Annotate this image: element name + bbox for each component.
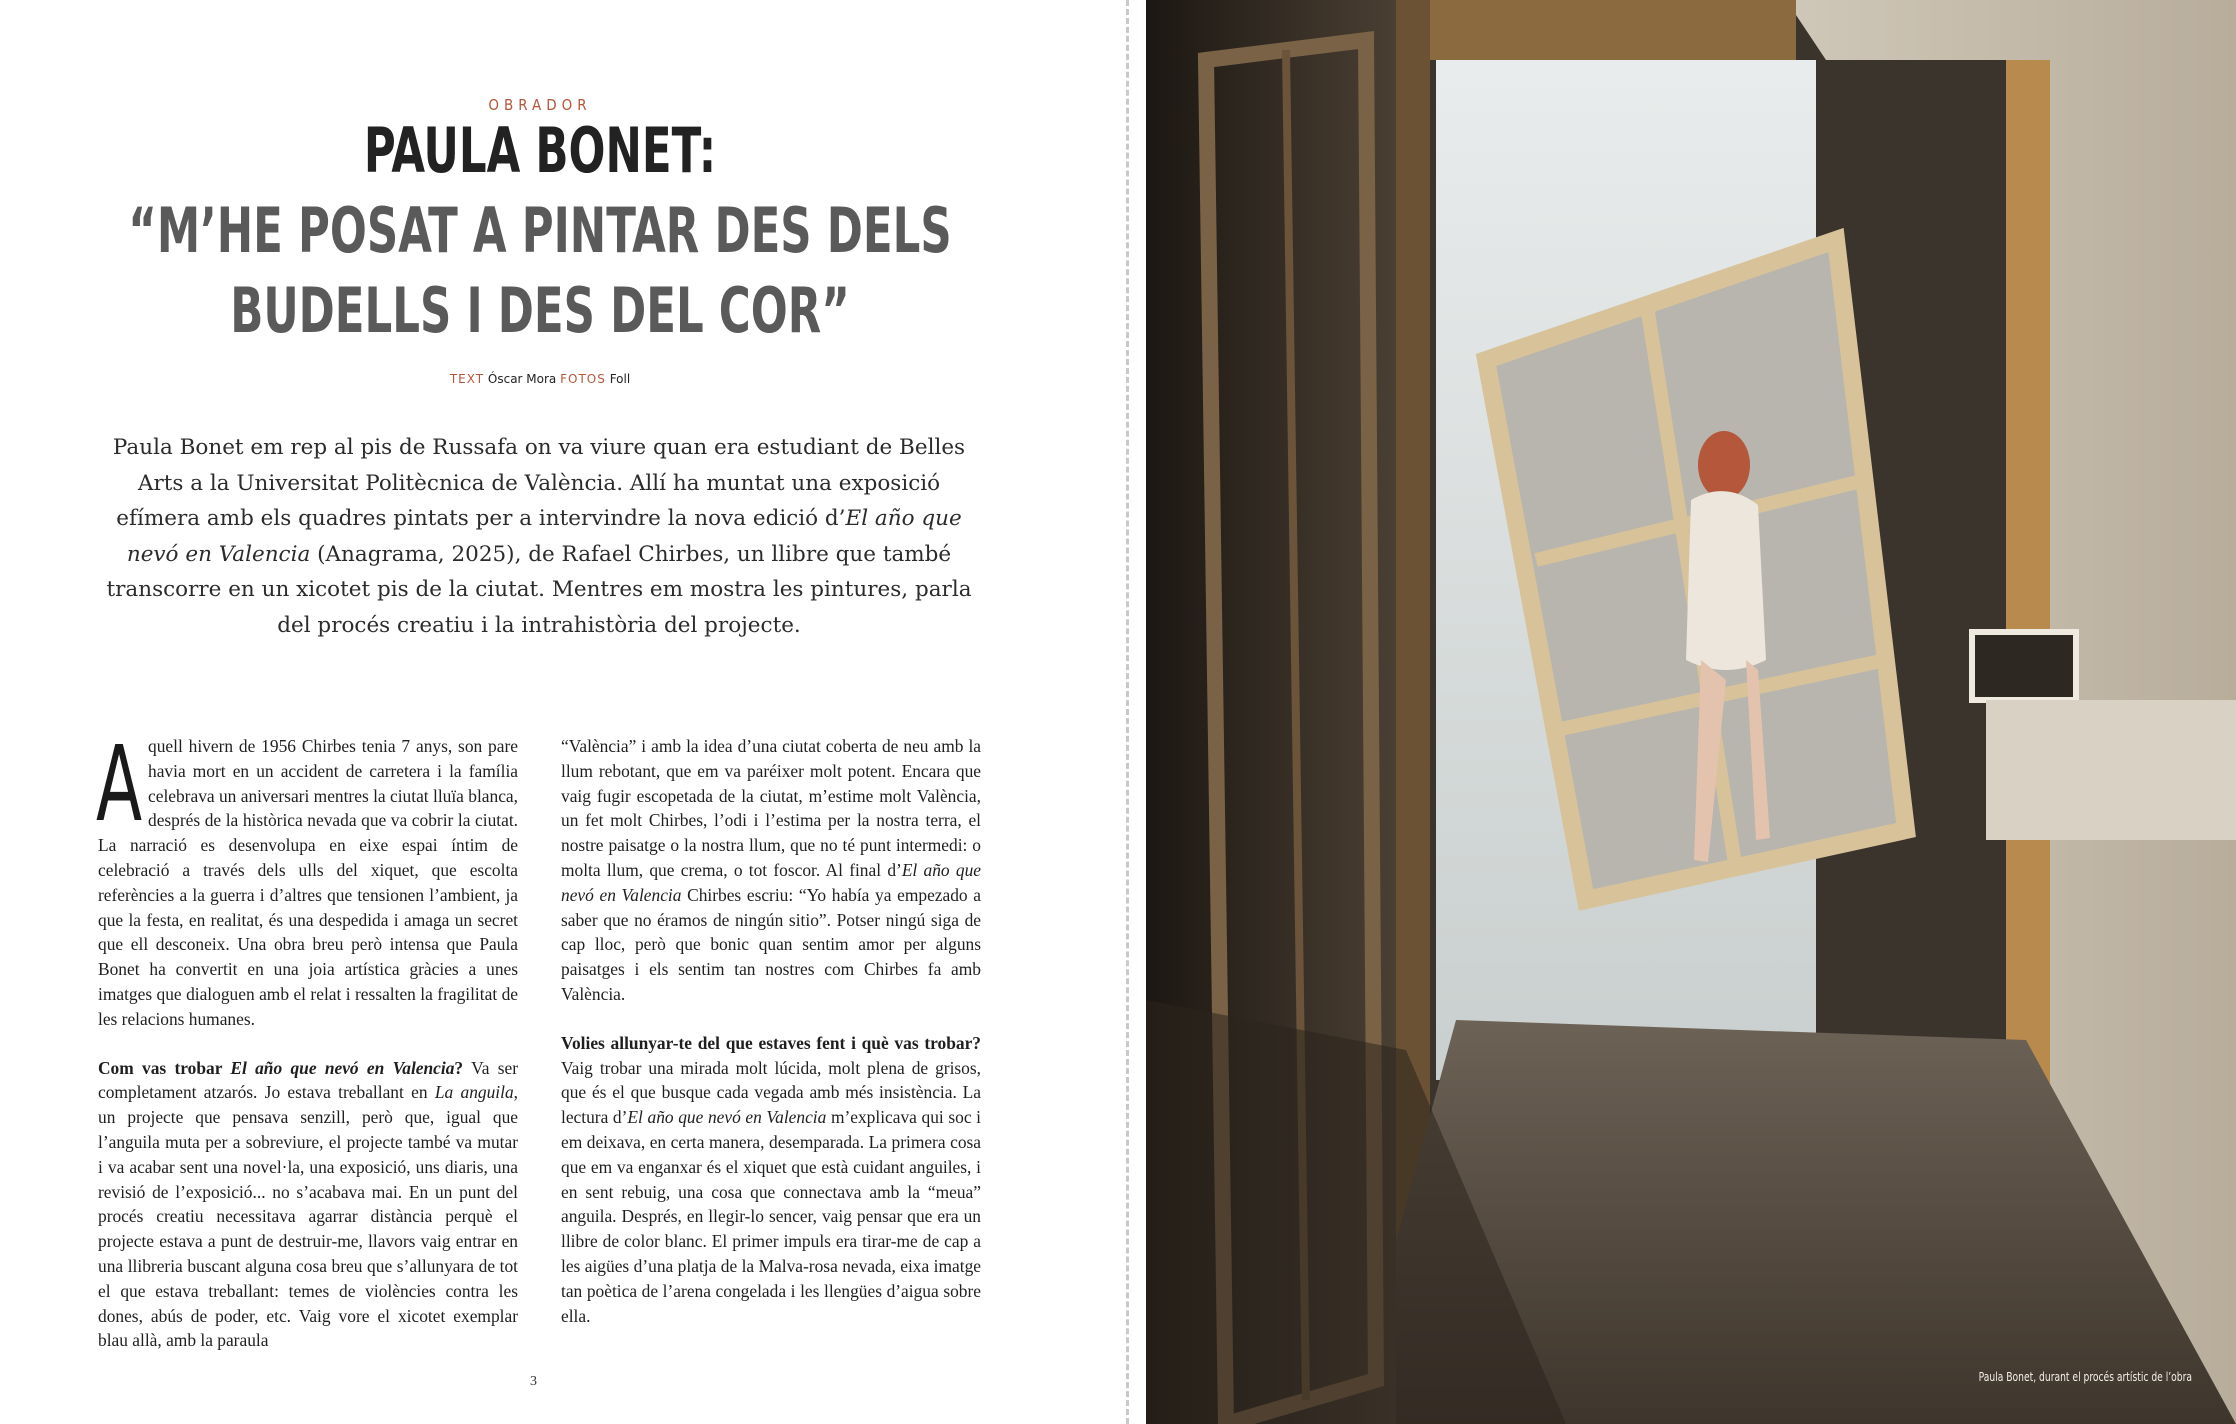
- page-number: 3: [530, 1374, 537, 1389]
- paragraph-3-book-title: El año que nevó en Valencia: [561, 859, 981, 905]
- photo-page: [1146, 0, 2236, 1424]
- answer-1-text-2: , un projecte que pensava senzill, però que, igual que l’anguila muta per a sobreviure, el projecte també va mutar i va acabar sent una novel·la, una exposició, uns diaris, una revisió de l’exposició... no s’acabava mai. En un punt del procés creatiu necessitava agarrar distància perquè el projecte estava a punt de destruir-me, llavors vaig entrar en una llibreria buscant alguna cosa breu que s’allunyara de tot el que estava treballant: temes de violències contra les dones, abús de poder, etc. Vaig vore el xicotet exemplar blau allà, amb la paraula: [98, 1082, 518, 1351]
- answer-1-book-title: La anguila: [434, 1082, 514, 1103]
- body-column-1: [96, 723, 518, 1377]
- lede-book-title: El año que nevó en Valencia: [126, 506, 962, 567]
- byline-photographer: Foll: [609, 372, 631, 386]
- lede-text-1: Paula Bonet em rep al pis de Russafa on va viure quan era estudiant de Belles Arts a la Universitat Politècnica de València. Allí ha muntat una exposició efímera amb els quadres pintats per a intervindre la nova edició d’: [112, 435, 966, 531]
- byline-photos-tag: FOTOS: [560, 372, 606, 386]
- interview-qa-2: [561, 1031, 981, 1329]
- body-paragraph-3: [561, 734, 981, 1007]
- question-2: Volies allunyar-te del que estaves fent i què vas trobar?: [561, 1032, 981, 1053]
- title-line-2: “M’HE POSAT A PINTAR DES DELS: [128, 194, 952, 267]
- byline-text-tag: TEXT: [449, 372, 485, 386]
- body-paragraph-1-text: quell hivern de 1956 Chirbes tenia 7 anys, son pare havia mort en un accident de carretera i la família celebrava un aniversari mentres la ciutat lluïa blanca, després de la històrica nevada que va cobrir la ciutat. La narració es desenvolupa en eixe espai íntim de celebració a través dels ulls del xiquet, que escolta referències a la guerra i d’altres que tensionen l’ambient, ja que la festa, en realitat, és una despedida i amaga un secret que ell desconeix. Una obra breu però intensa que Paula Bonet ha convertit en una joia artística gràcies a unes imatges que dialoguen amb el relat i ressalten la fragilitat de les relacions humanes.: [98, 736, 518, 1029]
- byline-author: Óscar Mora: [487, 372, 557, 386]
- page-gutter: [1118, 0, 1146, 1424]
- title-line-1: PAULA BONET:: [363, 114, 717, 187]
- body-paragraph-1: [96, 723, 518, 1032]
- title-line-3: BUDELLS I DES DEL COR”: [230, 274, 850, 347]
- question-1-mark: ?: [454, 1057, 464, 1078]
- question-1: [98, 1058, 463, 1078]
- person-robe: [1686, 491, 1766, 670]
- question-1-text: Com vas trobar: [98, 1057, 231, 1078]
- article-title: [0, 114, 1080, 347]
- lede-text-2: (Anagrama, 2025), de Rafael Chirbes, un llibre que també transcorre en un xicotet pis de la ciutat. Mentres em mostra les pintures, parla del procés creatiu i la intrahistòria del projecte.: [106, 541, 972, 638]
- studio-photo: [1146, 0, 2236, 1424]
- body-column-2: [561, 734, 981, 1352]
- answer-1-text-1: Va ser completament atzarós. Jo estava treballant en: [98, 1057, 518, 1103]
- lede: [98, 430, 980, 643]
- drop-cap: A: [96, 723, 143, 845]
- answer-2-text-1: Vaig trobar una mirada molt lúcida, molt plena de grisos, que és el que busque cada vegada amb més insistència. La lectura d’: [561, 1057, 981, 1128]
- small-framed-picture: [1972, 632, 2076, 700]
- paragraph-3-text-1: “València” i amb la idea d’una ciutat coberta de neu amb la llum rebotant, que em va paréixer molt potent. Encara que vaig fugir escopetada de la ciutat, m’estime molt València, un fet molt Chirbes, l’odi i l’estima per la nostra terra, el nostre paisatge o la nostra llum, que no té punt intermedi: o molta llum, que crema, o tot foscor. Al final d’: [561, 736, 981, 880]
- answer-2-text-2: m’explicava qui soc i em deixava, en certa manera, desemparada. La primera cosa que em va enganxar és el xiquet que està cuidant anguiles, i en sent rebuig, una cosa que connectava amb la “meua” anguila. Després, en llegir-lo sencer, vaig pensar que era un llibre de color blanc. El primer impuls era tirar-me de cap a les aigües d’una platja de la Malva-rosa nevada, eixa imatge tan poètica de l’arena congelada i les llengües d’aigua sobre ella.: [561, 1107, 982, 1326]
- paragraph-3-text-2: Chirbes escriu: “Yo había ya empezado a saber que no éramos de ningún sitio”. Potser ningú siga de cap lloc, però que bonic quan sentim amor per alguns paisatges i els sentim tan nostres com Chirbes fa amb València.: [561, 884, 981, 1004]
- byline: [0, 372, 1080, 386]
- question-1-book-title: El año que nevó en Valencia: [230, 1057, 455, 1078]
- door-header-beam: [1416, 0, 1796, 60]
- interview-qa-1: [98, 1056, 518, 1354]
- section-label: OBRADOR: [488, 96, 592, 114]
- door-frame-post-right: [2006, 60, 2050, 1084]
- photo-caption: Paula Bonet, durant el procés artístic de l’obra: [1978, 1370, 2192, 1384]
- answer-2-book-title: El año que nevó en Valencia: [627, 1107, 827, 1128]
- person-hair: [1698, 431, 1750, 499]
